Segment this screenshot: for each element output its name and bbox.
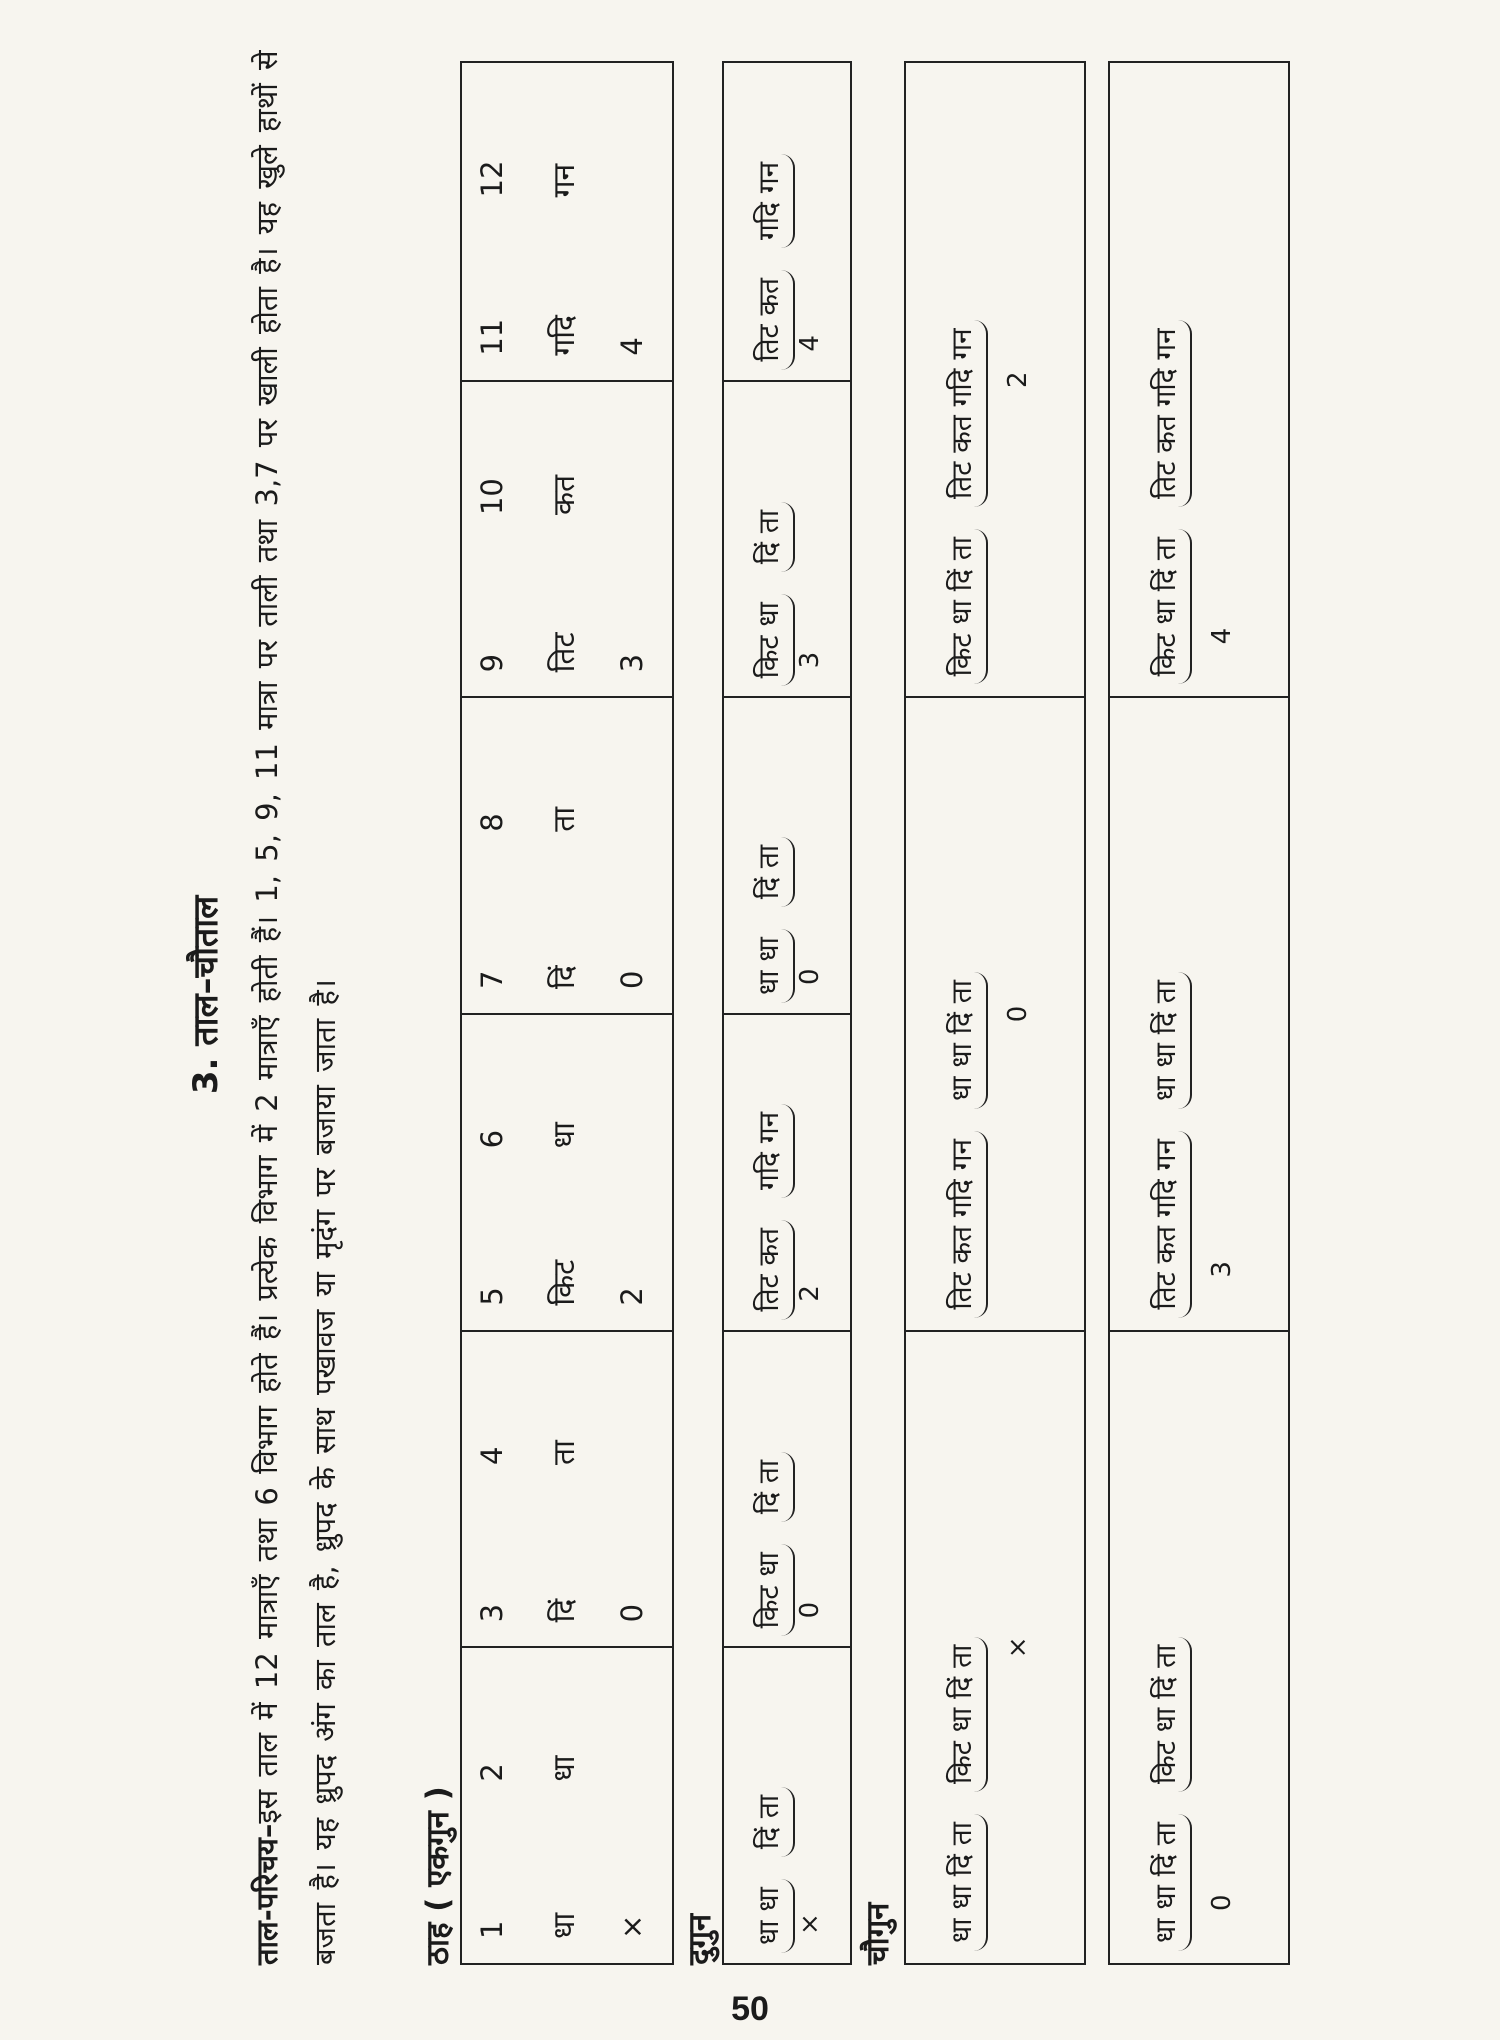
thah-division <box>462 63 672 380</box>
bol-group: तिट कत गदि गन <box>1146 1131 1192 1318</box>
matra-number: 3 <box>475 1603 509 1623</box>
tali-khali-sign: 3 <box>795 651 825 669</box>
bol-group-row <box>749 392 795 687</box>
bol-text: धा <box>546 1912 582 1939</box>
thah-cell <box>462 698 672 855</box>
tali-khali-sign <box>602 382 662 515</box>
matra-number: 6 <box>475 1129 509 1149</box>
thah-cell <box>462 1172 672 1329</box>
tali-khali-sign: × <box>615 1914 649 1939</box>
bol-group-row <box>942 1344 988 1951</box>
bol-group-row <box>749 1025 795 1320</box>
bol-group: तिट कत <box>749 270 795 370</box>
bol-group-row <box>749 1342 795 1637</box>
bol-group: दिं ता <box>749 502 795 572</box>
tali-khali-sign: × <box>1003 1636 1033 1659</box>
bol-text: तिट <box>546 632 582 673</box>
matra-number: 8 <box>475 813 509 832</box>
bol-text: धा <box>546 1755 582 1782</box>
dugun-division <box>724 1330 850 1647</box>
bol-text: दिं <box>546 1598 582 1623</box>
tali-khali-sign <box>602 698 662 831</box>
bol-group: किट धा दिं ता <box>1146 529 1192 684</box>
tali-khali-sign: 4 <box>1207 627 1237 645</box>
thah-division <box>462 1646 672 1963</box>
chaugun-division <box>1110 1330 1288 1963</box>
intro-paragraph <box>238 25 412 1965</box>
bol-group: किट धा दिं ता <box>942 529 988 684</box>
chaugun-division <box>906 63 1084 696</box>
thah-cell <box>462 1648 672 1805</box>
matra-number: 4 <box>475 1446 509 1466</box>
tali-khali-sign <box>602 1648 662 1781</box>
thah-cell <box>462 382 672 539</box>
bol-text: गन <box>546 163 582 198</box>
matra-number: 2 <box>475 1763 509 1782</box>
matra-number: 11 <box>475 318 509 356</box>
dugun-division <box>724 696 850 1013</box>
bol-group: किट धा <box>749 1544 795 1636</box>
bol-group: धा धा <box>749 1879 795 1953</box>
thah-division <box>462 696 672 1013</box>
chaugun-division <box>1110 696 1288 1329</box>
dugun-division <box>724 1013 850 1330</box>
bol-group-row <box>942 710 988 1317</box>
bol-group-row <box>1146 75 1192 684</box>
tali-khali-sign: 0 <box>1207 1894 1237 1911</box>
page-title: 3. ताल–चौताल <box>186 895 226 1095</box>
chaugun-division <box>906 696 1084 1329</box>
dugun-division <box>724 380 850 697</box>
bol-group: तिट कत <box>749 1220 795 1320</box>
chaugun-division <box>906 1330 1084 1963</box>
bol-text: कत <box>546 474 582 516</box>
thah-cell <box>462 1332 672 1489</box>
thah-table <box>460 61 674 1965</box>
bol-group: धा धा दिं ता <box>942 1814 988 1951</box>
tali-khali-sign: 4 <box>795 335 825 352</box>
thah-division <box>462 380 672 697</box>
matra-number: 1 <box>475 1920 509 1939</box>
matra-number: 10 <box>475 478 509 516</box>
bol-group-row <box>1146 710 1192 1317</box>
bol-group-row <box>1146 1344 1192 1951</box>
thah-cell <box>462 63 672 221</box>
bol-text: किट <box>546 1259 582 1306</box>
bol-group: दिं ता <box>749 837 795 907</box>
tali-khali-sign: × <box>795 1913 825 1935</box>
bol-group: गदि गन <box>749 1104 795 1198</box>
bol-group-row <box>749 73 795 370</box>
thah-cell <box>462 1806 672 1963</box>
bol-group: धा धा दिं ता <box>942 972 988 1109</box>
tali-khali-sign: 2 <box>615 1287 649 1306</box>
thah-cell <box>462 1015 672 1172</box>
thah-cell <box>462 539 672 696</box>
bol-text: ता <box>546 1440 582 1466</box>
dugun-division <box>724 63 850 380</box>
tali-khali-sign: 3 <box>615 653 649 673</box>
chaugun-table <box>904 61 1086 1965</box>
tali-khali-sign: 0 <box>795 1601 825 1619</box>
bol-group: गदि गन <box>749 154 795 248</box>
bol-text: धा <box>546 1122 582 1149</box>
dugun-label: दुगुन <box>682 1913 718 1965</box>
bol-group: धा धा दिं ता <box>1146 972 1192 1109</box>
bol-group: तिट कत गदि गन <box>942 320 988 507</box>
bol-group: किट धा दिं ता <box>1146 1637 1192 1792</box>
bol-group: किट धा <box>749 594 795 686</box>
bol-group: तिट कत गदि गन <box>1146 320 1192 507</box>
bol-group: दिं ता <box>749 1787 795 1857</box>
matra-number: 9 <box>475 653 509 673</box>
rotated-page-content <box>180 25 1360 1965</box>
chaugun-division <box>1110 63 1288 696</box>
thah-division <box>462 1013 672 1330</box>
chaugun-table <box>1108 61 1290 1965</box>
bol-group-row <box>942 75 988 684</box>
tali-khali-sign: 0 <box>615 1603 649 1623</box>
bol-group: दिं ता <box>749 1452 795 1522</box>
dugun-table <box>722 61 852 1965</box>
tali-khali-sign: 2 <box>795 1285 825 1302</box>
bol-group: तिट कत गदि गन <box>942 1131 988 1318</box>
bol-text: गदि <box>546 315 582 356</box>
tali-khali-sign: 0 <box>795 968 825 986</box>
matra-number: 12 <box>475 160 509 198</box>
matra-number: 5 <box>475 1287 509 1306</box>
bol-text: ता <box>546 806 582 832</box>
bol-group: धा धा <box>749 929 795 1003</box>
matra-number: 7 <box>475 970 509 990</box>
thah-label: ठाह ( एकगुन ) <box>420 1786 456 1965</box>
tali-khali-sign <box>602 1332 662 1465</box>
bol-group: किट धा दिं ता <box>942 1637 988 1792</box>
tali-khali-sign: 2 <box>1003 371 1033 388</box>
chaugun-tables <box>904 25 1290 1965</box>
thah-cell <box>462 1489 672 1646</box>
intro-lead: ताल-परिचय– <box>250 1823 284 1965</box>
tali-khali-sign: 4 <box>615 337 649 356</box>
bol-group: धा धा दिं ता <box>1146 1814 1192 1951</box>
dugun-division <box>724 1646 850 1963</box>
bol-text: दिं <box>546 965 582 990</box>
page-number: 50 <box>731 1990 769 2028</box>
thah-cell <box>462 856 672 1013</box>
tali-khali-sign <box>602 63 662 197</box>
tali-khali-sign <box>602 1015 662 1148</box>
chaugun-label: चौगुन <box>860 1902 896 1965</box>
intro-text: इस ताल में 12 मात्राएँ तथा 6 विभाग होते हैं। प्रत्येक विभाग में 2 मात्राएँ होती हैं। 1, 5, 9, 11 मात्रा पर ताली तथा 3,7 पर खाली होता है। यह खुले हाथों से बजता है। यह ध्रुपद अंग का ताल है, ध्रुपद के साथ पखावज या मृदंग पर बजाया जाता है। <box>250 50 342 1965</box>
tali-khali-sign: 0 <box>615 970 649 990</box>
thah-division <box>462 1330 672 1647</box>
tali-khali-sign: 0 <box>1003 1005 1033 1023</box>
tali-khali-sign: 3 <box>1207 1261 1237 1278</box>
bol-group-row <box>749 1658 795 1953</box>
bol-group-row <box>749 708 795 1003</box>
thah-cell <box>462 221 672 379</box>
